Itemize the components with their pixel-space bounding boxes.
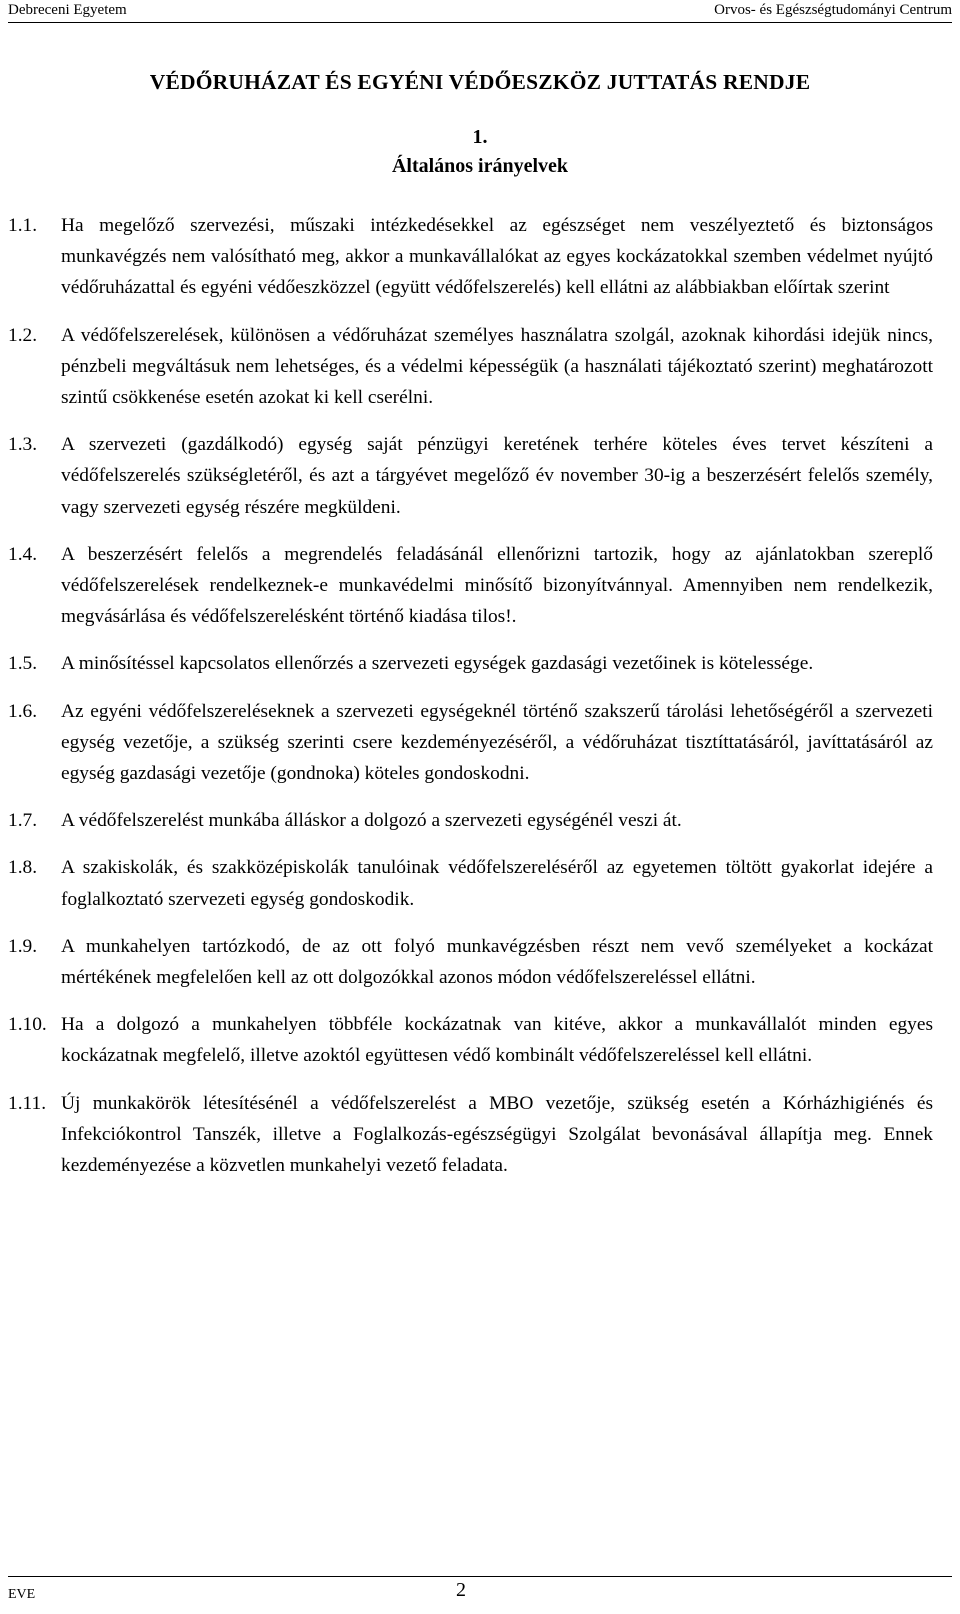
paragraph-item [8,210,933,304]
paragraph-text: A védőfelszerelést munkába álláskor a dolgozó a szervezeti egységénél veszi át. [61,810,682,832]
paragraph-number: 1.3. [8,434,38,456]
document-title: VÉDŐRUHÁZAT ÉS EGYÉNI VÉDŐESZKÖZ JUTTATÁS RENDJE [149,70,811,94]
paragraph-item [8,852,933,914]
paragraph-item [8,648,933,679]
paragraph-item [8,1088,933,1182]
paragraph-number: 1.7. [8,810,38,832]
paragraph-number: 1.5. [8,653,38,675]
paragraph-item [8,805,933,836]
paragraph-number: 1.9. [8,935,38,957]
header-institution: Debreceni Egyetem [8,2,127,18]
paragraph-text: A szervezeti (gazdálkodó) egység saját pénzügyi keretének terhére köteles éves tervet készíteni a védőfelszerelés szükségletéről, és azt a tárgyévet megelőző év november 30-ig a beszerzésért felelős személy, vagy szervezeti egység részére megküldeni. [61,434,933,518]
paragraph-number: 1.8. [8,857,38,879]
paragraph-text: A beszerzésért felelős a megrendelés feladásánál ellenőrizni tartozik, hogy az ajánlatokban szereplő védőfelszerelések rendelkeznek-e munkavédelmi minősítő bizonyítvánnyal. Amennyiben nem rendelkezik, megvásárlása és védőfelszerelésként történő kiadása tilos!. [61,543,933,628]
paragraph-text: A munkahelyen tartózkodó, de az ott folyó munkavégzésben részt nem vevő személyeket a kockázat mértékének megfelelően kell az ott dolgozókkal azonos módon védőfelszereléssel ellátni. [61,935,933,989]
page-number: 2 [456,1579,466,1601]
paragraph-text: Ha megelőző szervezési, műszaki intézkedésekkel az egészséget nem veszélyeztető és biztonságos munkavégzés nem valósítható meg, akkor a munkavállalókat az egyes kockázatokkal szemben védelmet nyújtó védőruházattal és egyéni védőeszközzel (együtt védőfelszerelés) kell ellátni az alábbiakban előírtak szerint [61,215,933,299]
paragraph-number: 1.2. [8,324,38,346]
header-center: Orvos- és Egészségtudományi Centrum [714,2,952,18]
paragraph-text: A védőfelszerelések, különösen a védőruházat személyes használatra szolgál, azoknak kihordási idejük nincs, pénzbeli megváltásuk nem lehetséges, és a védelmi képességük (a használati tájékoztató szerint) meghatározott szintű csökkenése esetén azokat ki kell cserélni. [61,324,933,409]
footer-label: EVE [8,1587,36,1602]
section-number: 1. [472,126,488,148]
page-footer [8,1576,952,1614]
paragraph-text: Az egyéni védőfelszereléseknek a szervezeti egységeknél történő szakszerű tárolási lehetőségéről a szervezeti egység vezetője, a szükség szerinti csere kezdeményezéséről, a védőruházat tisztíttatásáról, javíttatásáról az egység gazdasági vezetője (gondnoka) köteles gondoskodni. [61,700,933,785]
paragraph-item [8,539,933,633]
section-title: Általános irányelvek [391,155,569,177]
paragraph-item [8,696,933,790]
paragraph-item [8,1009,933,1071]
paragraph-number: 1.4. [8,543,38,565]
paragraph-text: Ha a dolgozó a munkahelyen többféle kockázatnak van kitéve, akkor a munkavállalót minden egyes kockázatnak megfelelő, illetve azoktól együttesen védő kombinált védőfelszereléssel kell ellátni. [61,1014,933,1067]
paragraph-item [8,429,933,523]
page-header [8,0,952,23]
paragraph-number: 1.1. [8,215,38,236]
paragraph-number: 1.6. [8,700,38,722]
paragraph-text: A minősítéssel kapcsolatos ellenőrzés a szervezeti egységek gazdasági vezetőinek is kötelessége. [61,653,814,675]
paragraph-list [8,210,933,1197]
paragraph-item [8,931,933,993]
paragraph-number: 1.10. [8,1014,47,1036]
paragraph-text: Új munkakörök létesítésénél a védőfelszerelést a MBO vezetője, szükség esetén a Kórházhigiénés és Infekciókontrol Tanszék, illetve a Foglalkozás-egészségügyi Szolgálat bevonásával állapítja meg. Ennek kezdeményezése a közvetlen munkahelyi vezető feladata. [61,1092,933,1177]
paragraph-item [8,320,933,414]
paragraph-text: A szakiskolák, és szakközépiskolák tanulóinak védőfelszereléséről az egyetemen töltött gyakorlat idejére a foglalkoztató szervezeti egység gondoskodik. [61,857,933,910]
paragraph-number: 1.11. [8,1092,47,1114]
